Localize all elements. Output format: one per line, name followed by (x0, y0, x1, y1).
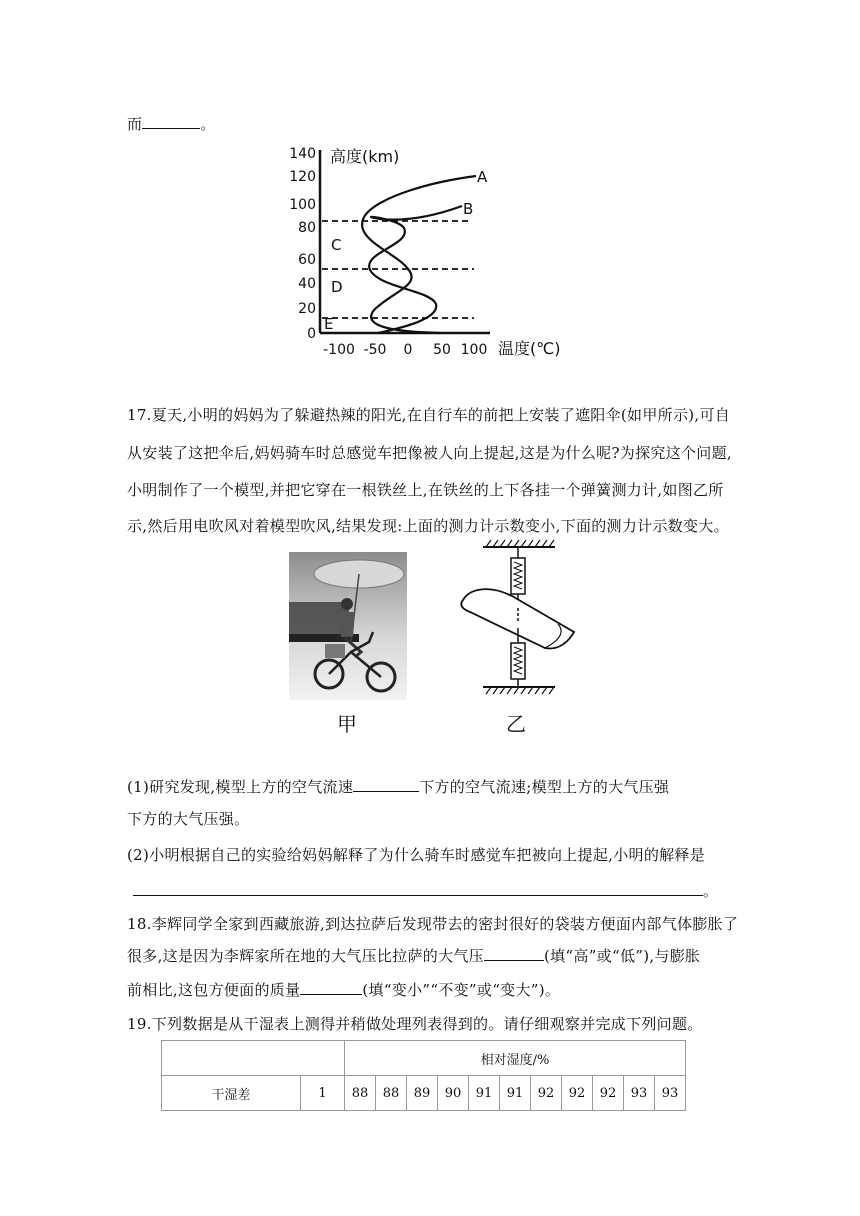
table-header-cell: 相对湿度/% (345, 1041, 686, 1076)
y-axis-label: 高度(km) (330, 147, 400, 166)
layer-label-d: D (331, 278, 343, 296)
row-label-cell: 干湿差 (162, 1076, 301, 1111)
humidity-table (161, 1040, 686, 1111)
table-cell: 91 (500, 1076, 531, 1111)
answer-blank[interactable] (300, 993, 362, 995)
table-cell: 92 (562, 1076, 593, 1111)
figure-caption-a: 甲 (337, 712, 357, 736)
y-tick: 140 (289, 146, 316, 162)
y-tick: 20 (298, 301, 316, 317)
q16-answer-line: 而 。 (127, 115, 216, 133)
table-cell: 90 (438, 1076, 469, 1111)
table-row (162, 1041, 686, 1076)
table-cell: 89 (407, 1076, 438, 1111)
x-tick: 50 (433, 342, 451, 358)
answer-blank[interactable] (353, 790, 419, 792)
q17-sub1: (1)研究发现,模型上方的空气流速 下方的空气流速;模型上方的大气压强 (127, 778, 670, 796)
table-cell: 91 (469, 1076, 500, 1111)
q17-sub1-cont: 下方的大气压强。 (127, 810, 250, 828)
curve-label-a: A (477, 168, 488, 186)
y-tick: 60 (298, 252, 316, 268)
figure-caption-b: 乙 (506, 712, 526, 736)
layer-label-c: C (331, 236, 342, 254)
curve-label-b: B (463, 200, 474, 218)
y-tick: 80 (298, 220, 316, 236)
table-cell: 92 (531, 1076, 562, 1111)
q17-line-1: 17.夏天,小明的妈妈为了躲避热辣的阳光,在自行车的前把上安装了遮阳伞(如甲所示),可自 (127, 406, 731, 424)
table-cell: 88 (376, 1076, 407, 1111)
table-cell: 92 (593, 1076, 624, 1111)
y-tick: 120 (289, 169, 316, 185)
table-cell: 93 (624, 1076, 655, 1111)
q17-sub2-answer: 。 (133, 880, 718, 901)
answer-blank[interactable] (133, 894, 703, 896)
y-tick: 40 (298, 276, 316, 292)
layer-label-e: E (324, 315, 334, 333)
table-cell: 88 (345, 1076, 376, 1111)
q19-line-1: 19.下列数据是从干湿表上测得并稍做处理列表得到的。请仔细观察并完成下列问题。 (127, 1015, 703, 1033)
q18-line-3: 前相比,这包方便面的质量 (填“变小”“不变”或“变大”)。 (127, 981, 561, 999)
table-row (162, 1076, 686, 1111)
q17-line-2: 从安装了这把伞后,妈妈骑车时总感觉车把像被人向上提起,这是为什么呢?为探究这个问题, (127, 444, 732, 462)
x-tick: 100 (460, 342, 488, 358)
row-value-cell: 1 (301, 1076, 345, 1111)
y-tick: 0 (307, 326, 316, 342)
q17-line-3: 小明制作了一个模型,并把它穿在一根铁丝上,在铁丝的上下各挂一个弹簧测力计,如图乙所 (127, 481, 724, 499)
q18-line-1: 18.李辉同学全家到西藏旅游,到达拉萨后发现带去的密封很好的袋装方便面内部气体膨胀了 (127, 915, 739, 933)
q17-sub2: (2)小明根据自己的实验给妈妈解释了为什么骑车时感觉车把被向上提起,小明的解释是 (127, 846, 706, 864)
table-cell (162, 1041, 345, 1076)
x-tick: -50 (363, 342, 387, 358)
x-tick: -100 (323, 342, 355, 358)
y-tick: 100 (289, 197, 316, 213)
table-cell: 93 (655, 1076, 686, 1111)
x-axis-label: 温度(℃) (498, 339, 561, 358)
x-tick: 0 (403, 342, 413, 358)
q17-line-4: 示,然后用电吹风对着模型吹风,结果发现:上面的测力计示数变小,下面的测力计示数变大。 (127, 517, 729, 535)
q18-line-2: 很多,这是因为李辉家所在地的大气压比拉萨的大气压 (填“高”或“低”),与膨胀 (127, 947, 701, 965)
answer-blank[interactable] (484, 959, 544, 961)
